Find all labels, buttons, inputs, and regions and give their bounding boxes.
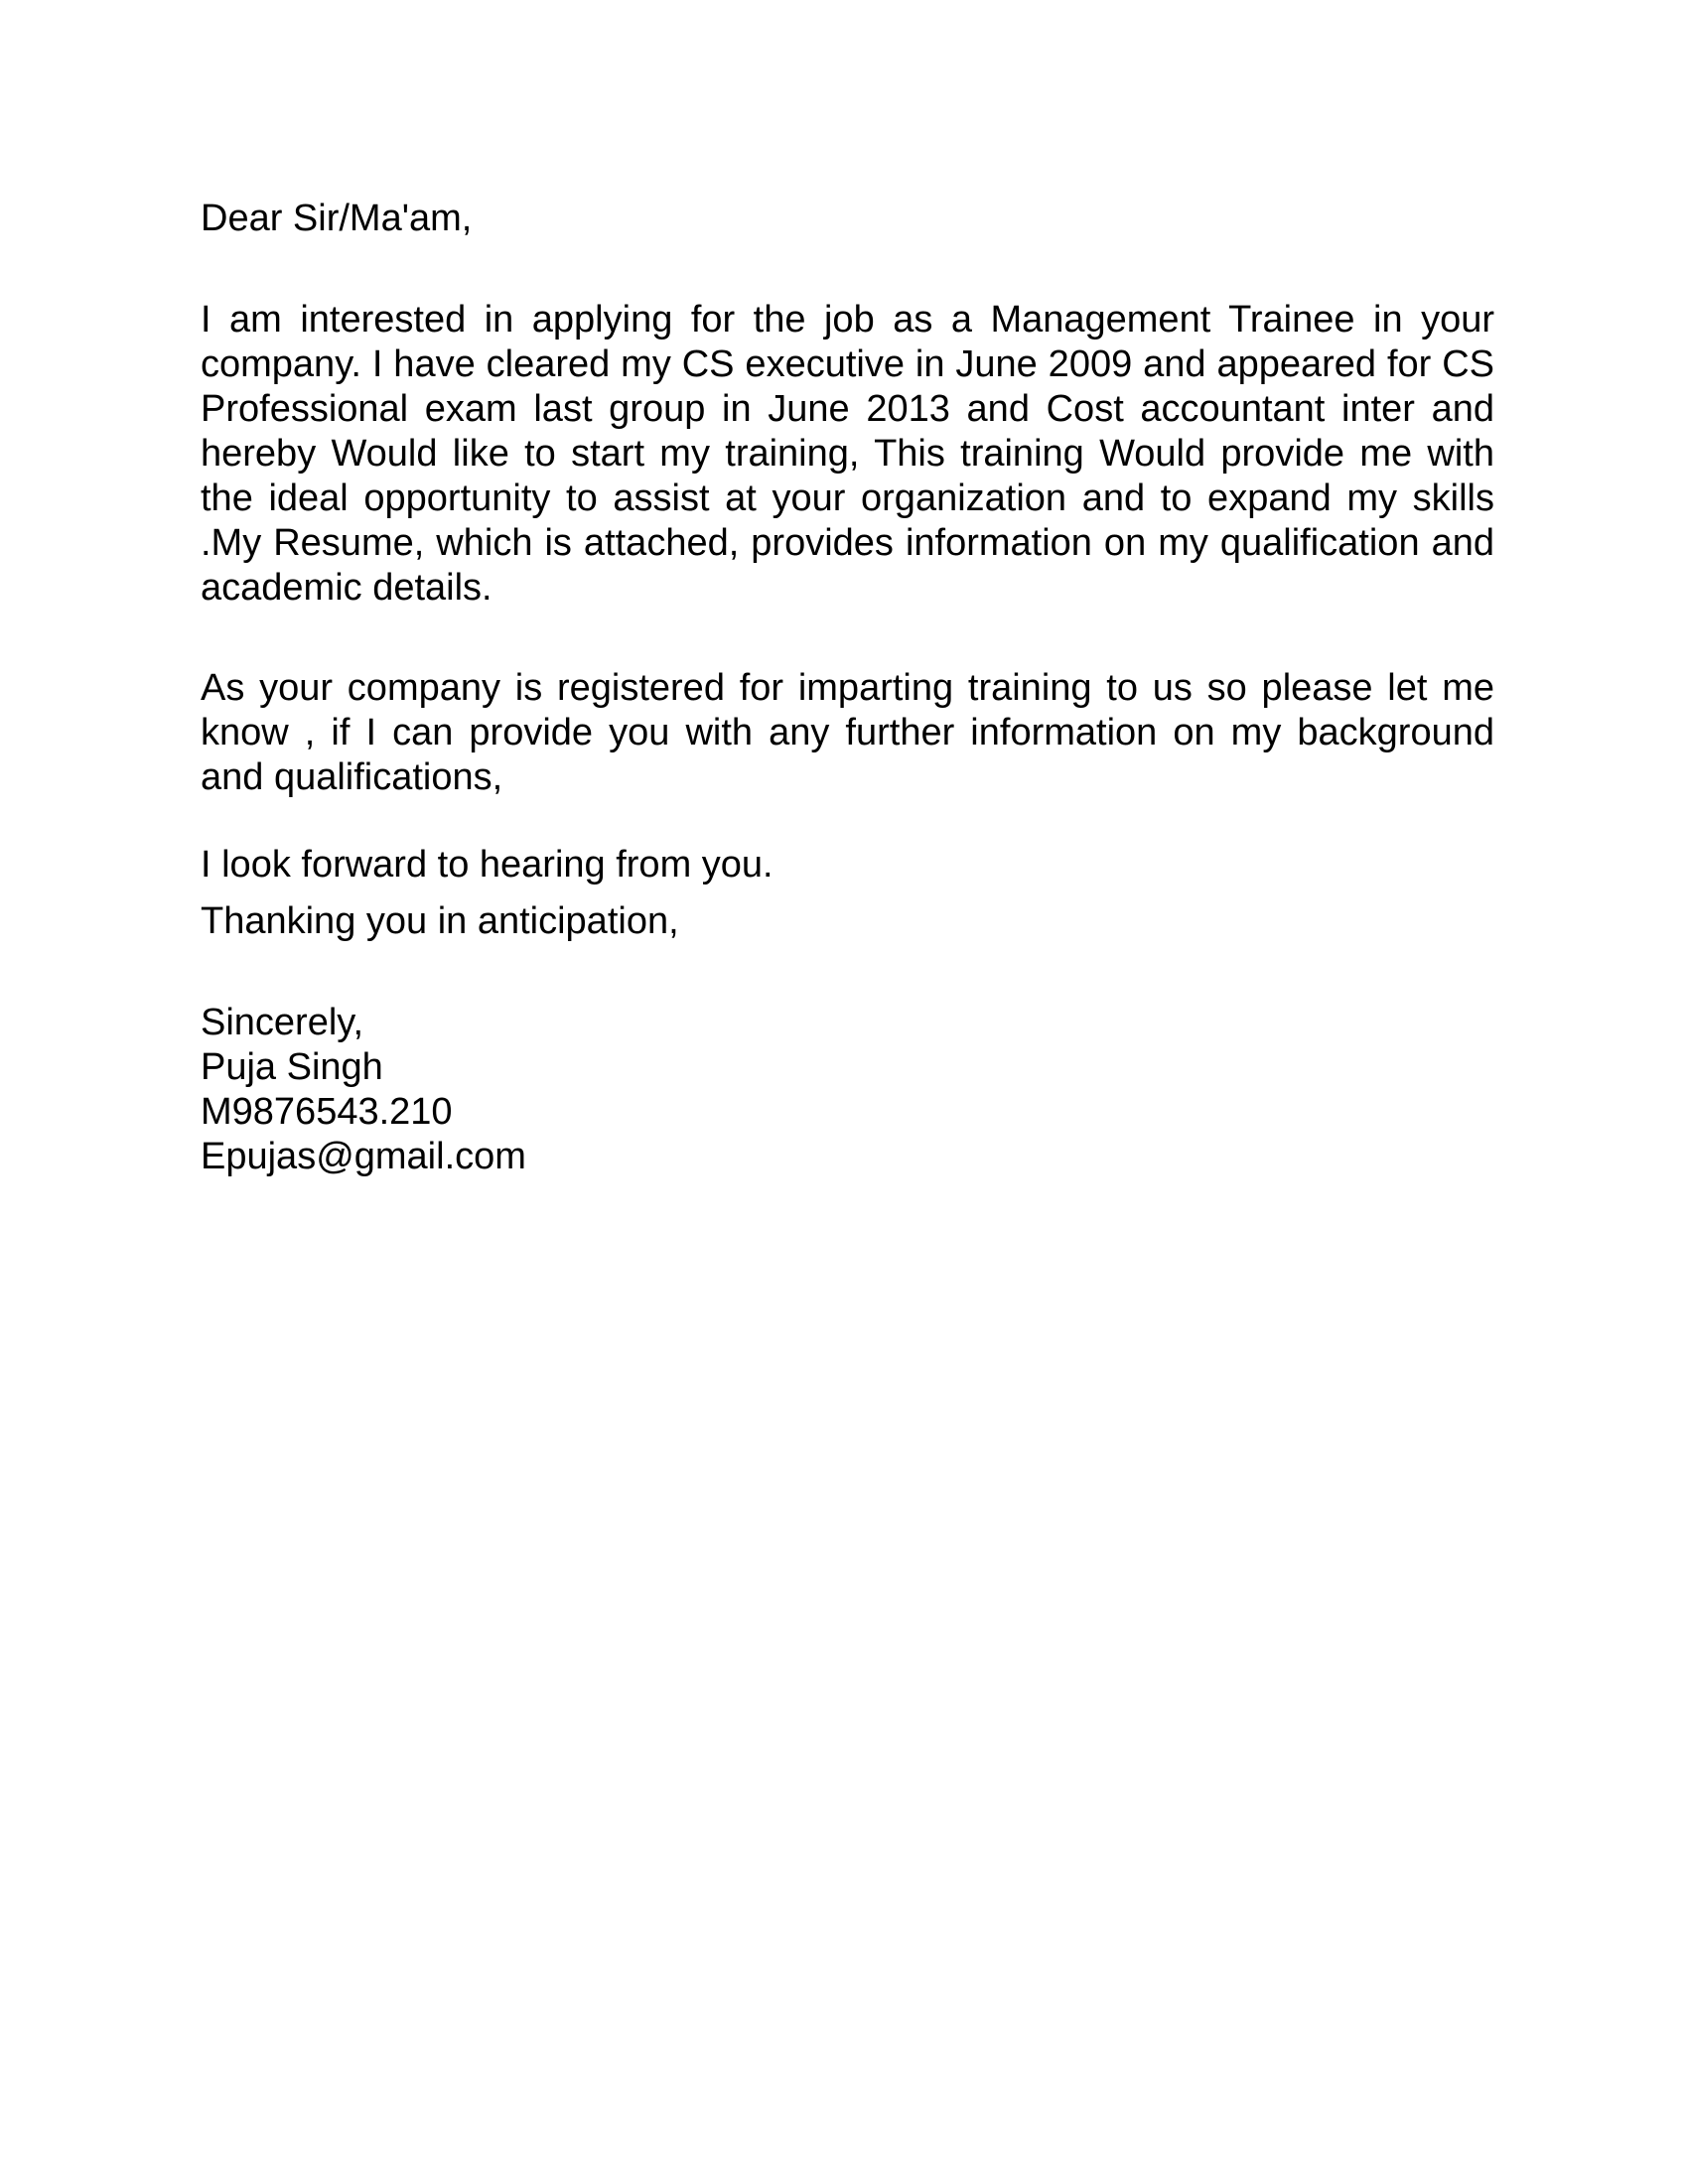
body-paragraph-2: As your company is registered for imparting training to us so please let me know , if I can provide you with any further information on my background and qualifications, <box>201 667 1494 798</box>
closing-lines <box>201 843 1494 944</box>
body-paragraph-1: I am interested in applying for the job as a Management Trainee in your company. I have cleared my CS executive in June 2009 and appeared for CS Professional exam last group in June 2013 and Cost accountant inter and hereby Would like to start my training, This training Would provide me with the ideal opportunity to assist at your organization and to expand my skills .My Resume, which is attached, provides information on my qualification and academic details. <box>201 299 1494 609</box>
signature-mobile: M9876543.210 <box>201 1091 453 1133</box>
signature-email: Epujas@gmail.com <box>201 1136 526 1177</box>
letter-body <box>201 197 1494 1179</box>
salutation: Dear Sir/Ma'am, <box>201 198 473 239</box>
thanks-line: Thanking you in anticipation, <box>201 900 679 942</box>
signature-name: Puja Singh <box>201 1046 383 1088</box>
closing-sincerely: Sincerely, <box>201 1002 364 1043</box>
forward-line: I look forward to hearing from you. <box>201 844 774 886</box>
signature-block <box>201 1001 1494 1179</box>
